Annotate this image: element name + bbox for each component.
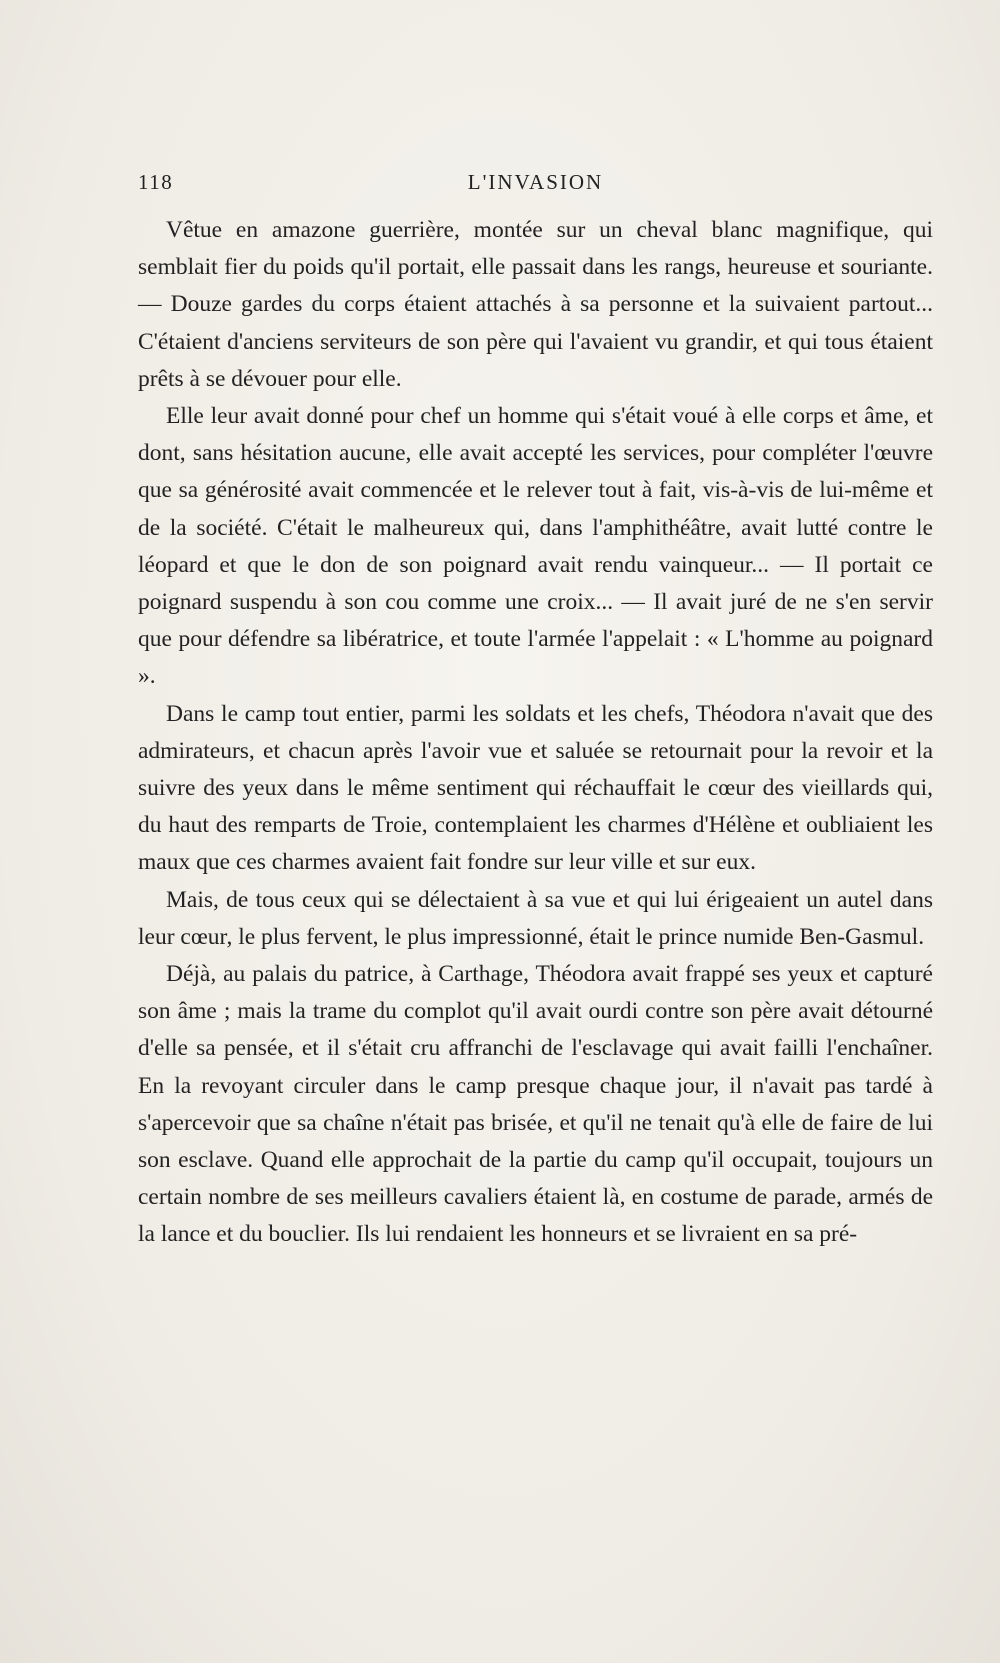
paragraph-5: Déjà, au palais du patrice, à Carthage, Théodora avait frappé ses yeux et capturé son âme ; mais la trame du complot qu'il avait ourdi contre son père avait détourné d'elle sa pensée, et il s'était cru affranchi de l'esclavage qui avait failli l'enchaîner. En la revoyant circuler dans le camp presque chaque jour, il n'avait pas tardé à s'apercevoir que sa chaîne n'était pas brisée, et qu'il ne tenait qu'à elle de faire de lui son esclave. Quand elle approchait de la partie du camp qu'il occupait, toujours un certain nombre de ses meilleurs cavaliers étaient là, en costume de parade, armés de la lance et du bouclier. Ils lui rendaient les honneurs et se livraient en sa pré- <box>138 961 933 1248</box>
running-header <box>138 170 933 200</box>
paragraph-1: Vêtue en amazone guerrière, montée sur un cheval blanc magnifique, qui semblait fier du poids qu'il portait, elle passait dans les rangs, heureuse et souriante. — Douze gardes du corps étaient attachés à sa personne et la suivaient partout... C'étaient d'anciens serviteurs de son père qui l'avaient vu grandir, et qui tous étaient prêts à se dévouer pour elle. <box>138 217 933 392</box>
paragraph-4: Mais, de tous ceux qui se délectaient à sa vue et qui lui érigeaient un autel dans leur cœur, le plus fervent, le plus impressionné, était le prince numide Ben-Gasmul. <box>138 886 933 950</box>
paragraph-3: Dans le camp tout entier, parmi les soldats et les chefs, Théodora n'avait que des admirateurs, et chacun après l'avoir vue et saluée se retournait pour la revoir et la suivre des yeux dans le même sentiment qui réchauffait le cœur des vieillards qui, du haut des remparts de Troie, contemplaient les charmes d'Hélène et oubliaient les maux que ces charmes avaient fait fondre sur leur ville et sur eux. <box>138 700 933 876</box>
page-number: 118 <box>138 170 174 194</box>
paragraph-2: Elle leur avait donné pour chef un homme qui s'était voué à elle corps et âme, et dont, sans hésitation aucune, elle avait accepté les services, pour compléter l'œuvre que sa générosité avait commencée et le relever tout à fait, vis-à-vis de lui-même et de la société. C'était le malheureux qui, dans l'amphithéâtre, avait lutté contre le léopard et que le don de son poignard avait rendu vainqueur... — Il portait ce poignard suspendu à son cou comme une croix... — Il avait juré de ne s'en servir que pour défendre sa libératrice, et toute l'armée l'appelait : « L'homme au poignard ». <box>138 403 933 690</box>
body-text <box>138 212 933 1254</box>
running-title: L'INVASION <box>467 170 604 194</box>
